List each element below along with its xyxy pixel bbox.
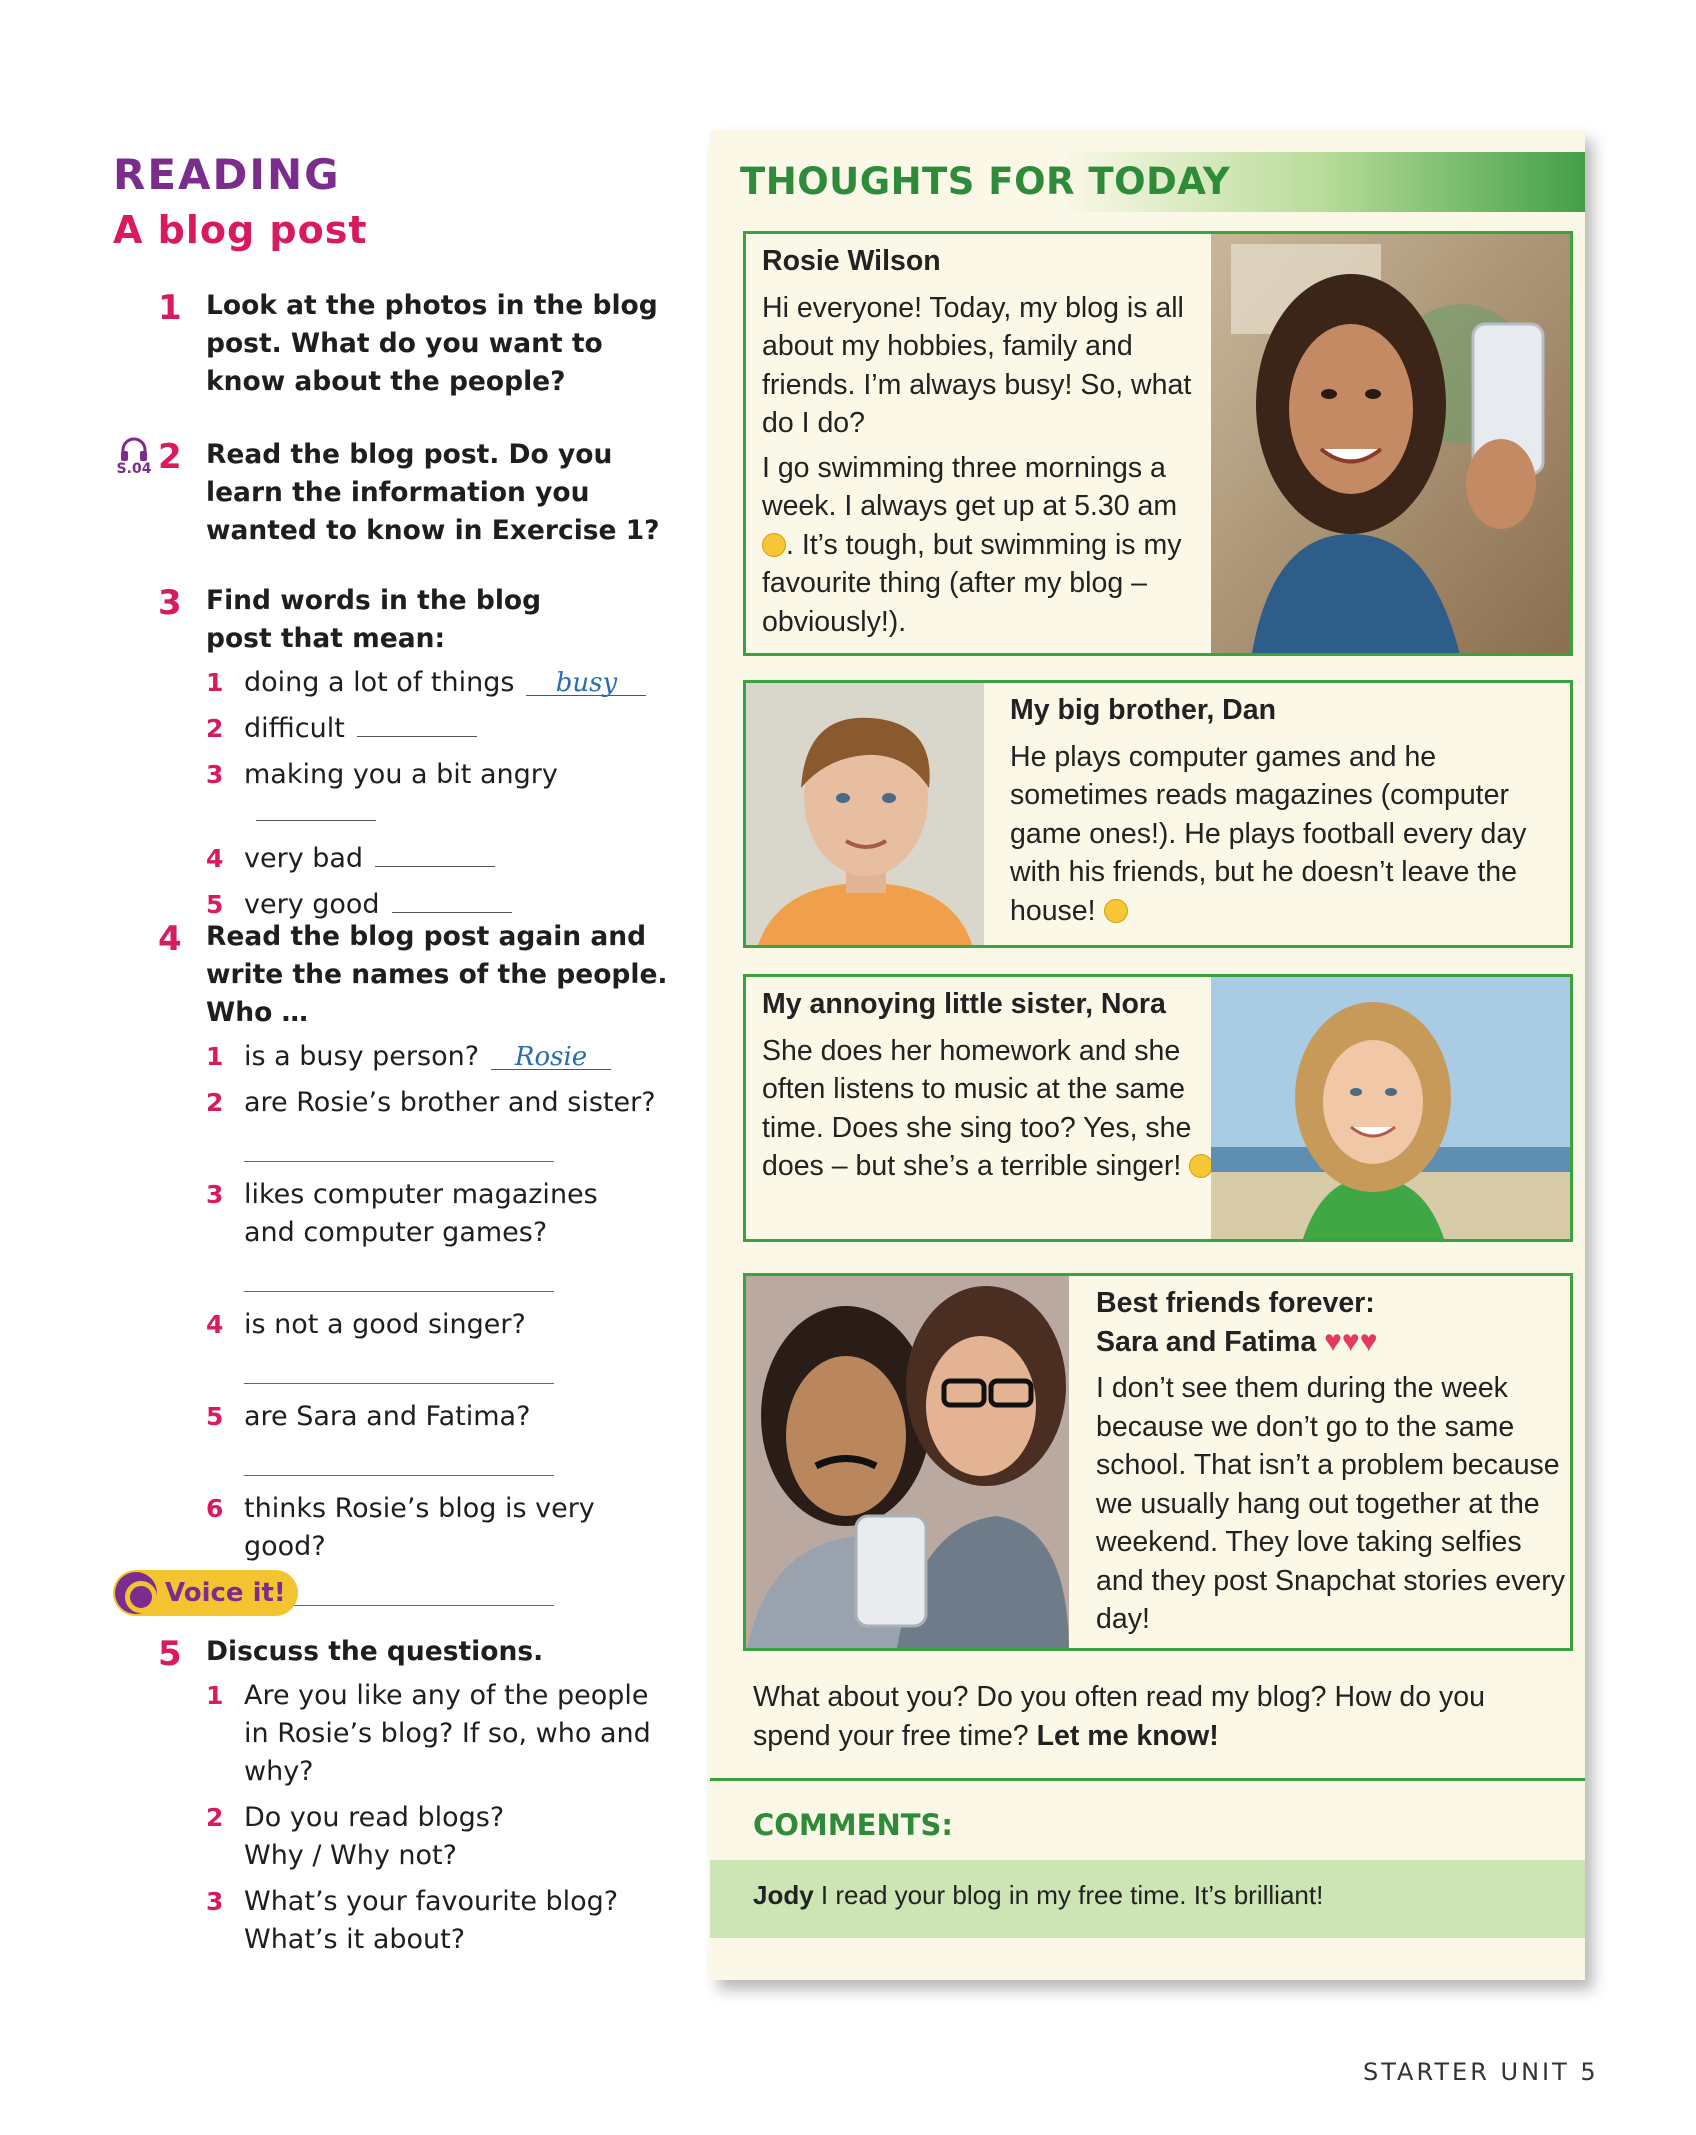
audio-code: S.04 xyxy=(116,461,152,477)
list-item xyxy=(206,710,680,748)
answer-field[interactable]: busy xyxy=(526,670,646,696)
shocked-emoji-icon xyxy=(1189,1154,1213,1178)
answer-field[interactable] xyxy=(392,887,512,913)
item-number: 1 xyxy=(206,1042,224,1071)
section-heading: READING xyxy=(113,150,341,199)
card-heading: My annoying little sister, Nora xyxy=(762,988,1166,1020)
hearts-icon: ♥♥♥ xyxy=(1324,1324,1378,1358)
page-footer: STARTER UNIT 5 xyxy=(1363,2058,1599,2086)
item-number: 2 xyxy=(206,714,224,743)
nora-portrait-illustration xyxy=(1211,977,1573,1242)
photo-dan xyxy=(746,683,984,948)
exercise-number: 2 xyxy=(158,437,182,477)
card-text xyxy=(1010,691,1560,936)
list-item xyxy=(206,756,680,832)
blog-closing xyxy=(753,1678,1553,1755)
exercise-4-items xyxy=(206,1038,680,1606)
comment-text xyxy=(753,1880,1323,1911)
item-text: very bad xyxy=(244,843,364,874)
card-heading: Best friends forever: xyxy=(1096,1287,1375,1319)
audio-track[interactable] xyxy=(114,436,154,476)
exercise-number: 4 xyxy=(158,919,182,959)
exercise-instruction: Read the blog post. Do you learn the information you wanted to know in Exercise 1? xyxy=(206,439,660,546)
item-text: very good xyxy=(244,889,380,920)
sleepy-emoji-icon xyxy=(762,533,786,557)
paragraph-part: I go swimming three mornings a week. I always get up at 5.30 am xyxy=(762,451,1178,522)
blog-title: THOUGHTS FOR TODAY xyxy=(740,160,1231,203)
card-paragraph: Hi everyone! Today, my blog is all about my hobbies, family and friends. I’m always busy! So, what do I do? xyxy=(762,291,1192,439)
item-number: 6 xyxy=(206,1494,224,1523)
item-number: 2 xyxy=(206,1088,224,1117)
item-number: 1 xyxy=(206,668,224,697)
answer-field[interactable]: Rosie xyxy=(491,1044,611,1070)
list-item xyxy=(206,1398,680,1436)
answer-field[interactable] xyxy=(375,841,495,867)
item-number: 4 xyxy=(206,1310,224,1339)
list-item xyxy=(206,840,680,878)
blog-card-friends xyxy=(743,1273,1573,1651)
list-item xyxy=(206,1176,626,1252)
badge-label: Voice it! xyxy=(165,1578,286,1608)
answer-line[interactable] xyxy=(244,1252,554,1292)
list-item xyxy=(206,1677,676,1791)
item-text: are Sara and Fatima? xyxy=(244,1401,531,1432)
item-number: 5 xyxy=(206,1402,224,1431)
exercise-5 xyxy=(160,1633,680,1959)
exercise-instruction: Look at the photos in the blog post. What do you want to know about the people? xyxy=(206,290,658,397)
card-heading: Rosie Wilson xyxy=(762,245,941,277)
rosie-selfie-illustration xyxy=(1211,234,1573,656)
blog-card-nora xyxy=(743,974,1573,1242)
paragraph-part: . It’s tough, but swimming is my favourite thing (after my blog – obviously!). xyxy=(762,528,1182,638)
item-number: 1 xyxy=(206,1681,224,1710)
closing-cta: Let me know! xyxy=(1036,1719,1219,1752)
blog-card-dan xyxy=(743,680,1573,948)
divider xyxy=(710,1778,1585,1781)
exercise-3-items xyxy=(206,664,680,924)
list-item xyxy=(206,1084,680,1122)
card-heading xyxy=(1096,1323,1566,1362)
item-number: 2 xyxy=(206,1803,224,1832)
exercise-number: 5 xyxy=(158,1634,182,1674)
exercise-1 xyxy=(160,287,680,401)
comment-body: I read your blog in my free time. It’s brilliant! xyxy=(820,1880,1324,1910)
closing-text: What about you? Do you often read my blog? How do you spend your free time? xyxy=(753,1681,1485,1752)
item-number: 3 xyxy=(206,1887,224,1916)
item-number: 5 xyxy=(206,890,224,919)
section-subtitle: A blog post xyxy=(113,208,368,252)
voice-it-badge xyxy=(113,1570,298,1616)
item-text: is not a good singer? xyxy=(244,1309,526,1340)
answer-line[interactable] xyxy=(244,1436,554,1476)
item-text: are Rosie’s brother and sister? xyxy=(244,1087,656,1118)
blog-card-rosie xyxy=(743,231,1573,656)
list-item xyxy=(206,1883,676,1959)
item-text: likes computer magazines and computer games? xyxy=(244,1179,598,1248)
rolling-eyes-emoji-icon xyxy=(1104,899,1128,923)
exercise-number: 3 xyxy=(158,583,182,623)
exercise-instruction: Discuss the questions. xyxy=(206,1636,544,1667)
item-text: is a busy person? xyxy=(244,1041,480,1072)
exercise-5-items xyxy=(206,1677,680,1959)
exercise-3 xyxy=(160,582,680,924)
card-text xyxy=(1096,1284,1566,1645)
item-text: Are you like any of the people in Rosie’s blog? If so, who and why? xyxy=(244,1680,651,1787)
comment-item xyxy=(710,1860,1585,1938)
paragraph-part: She does her homework and she often listens to music at the same time. Does she sing too? Yes, she does – but she’s a terrible singer! xyxy=(762,1034,1192,1182)
dan-portrait-illustration xyxy=(746,683,984,948)
headphones-icon xyxy=(119,436,149,462)
item-text: difficult xyxy=(244,713,345,744)
heading-part: Sara and Fatima xyxy=(1096,1325,1317,1358)
exercise-2 xyxy=(116,436,680,550)
list-item xyxy=(206,664,680,702)
answer-line[interactable] xyxy=(244,1344,554,1384)
list-item xyxy=(206,1799,506,1875)
answer-line[interactable] xyxy=(244,1122,554,1162)
item-number: 4 xyxy=(206,844,224,873)
answer-field[interactable] xyxy=(357,711,477,737)
item-text: Do you read blogs? Why / Why not? xyxy=(244,1802,505,1871)
list-item xyxy=(206,1490,680,1566)
item-number: 3 xyxy=(206,760,224,789)
exercise-number: 1 xyxy=(158,288,182,328)
comment-author: Jody xyxy=(753,1880,814,1910)
speech-bubble-icon xyxy=(115,1572,157,1614)
item-number: 3 xyxy=(206,1180,224,1209)
photo-sara-fatima xyxy=(746,1276,1069,1651)
item-text: What’s your favourite blog? What’s it about? xyxy=(244,1886,619,1955)
card-paragraph xyxy=(762,449,1202,642)
comments-label: COMMENTS: xyxy=(753,1808,953,1842)
exercise-instruction: Find words in the blog post that mean: xyxy=(206,585,542,654)
exercise-4 xyxy=(160,918,680,1620)
list-item xyxy=(206,1306,680,1344)
item-text: making you a bit angry xyxy=(244,759,558,790)
friends-selfie-illustration xyxy=(746,1276,1069,1651)
photo-rosie xyxy=(1211,234,1573,656)
photo-nora xyxy=(1211,977,1573,1242)
card-text xyxy=(762,985,1222,1192)
card-paragraph xyxy=(762,1032,1222,1186)
card-heading: My big brother, Dan xyxy=(1010,694,1277,726)
card-paragraph: I don’t see them during the week because we don’t go to the same school. That isn’t a problem because we usually hang out together at the weekend. They love taking selfies and they post Snapchat stories every day! xyxy=(1096,1372,1565,1635)
answer-field[interactable] xyxy=(256,795,376,821)
paragraph-part: He plays computer games and he sometimes reads magazines (computer game ones!). He plays football every day with his friends, but he doesn’t leave the house! xyxy=(1010,740,1527,927)
blog-panel xyxy=(710,130,1585,1980)
exercise-instruction: Read the blog post again and write the names of the people. Who … xyxy=(206,921,668,1028)
item-text: doing a lot of things xyxy=(244,667,515,698)
card-paragraph xyxy=(1010,738,1560,931)
list-item xyxy=(206,1038,680,1076)
item-text: thinks Rosie’s blog is very good? xyxy=(244,1493,595,1562)
card-text xyxy=(762,242,1202,647)
